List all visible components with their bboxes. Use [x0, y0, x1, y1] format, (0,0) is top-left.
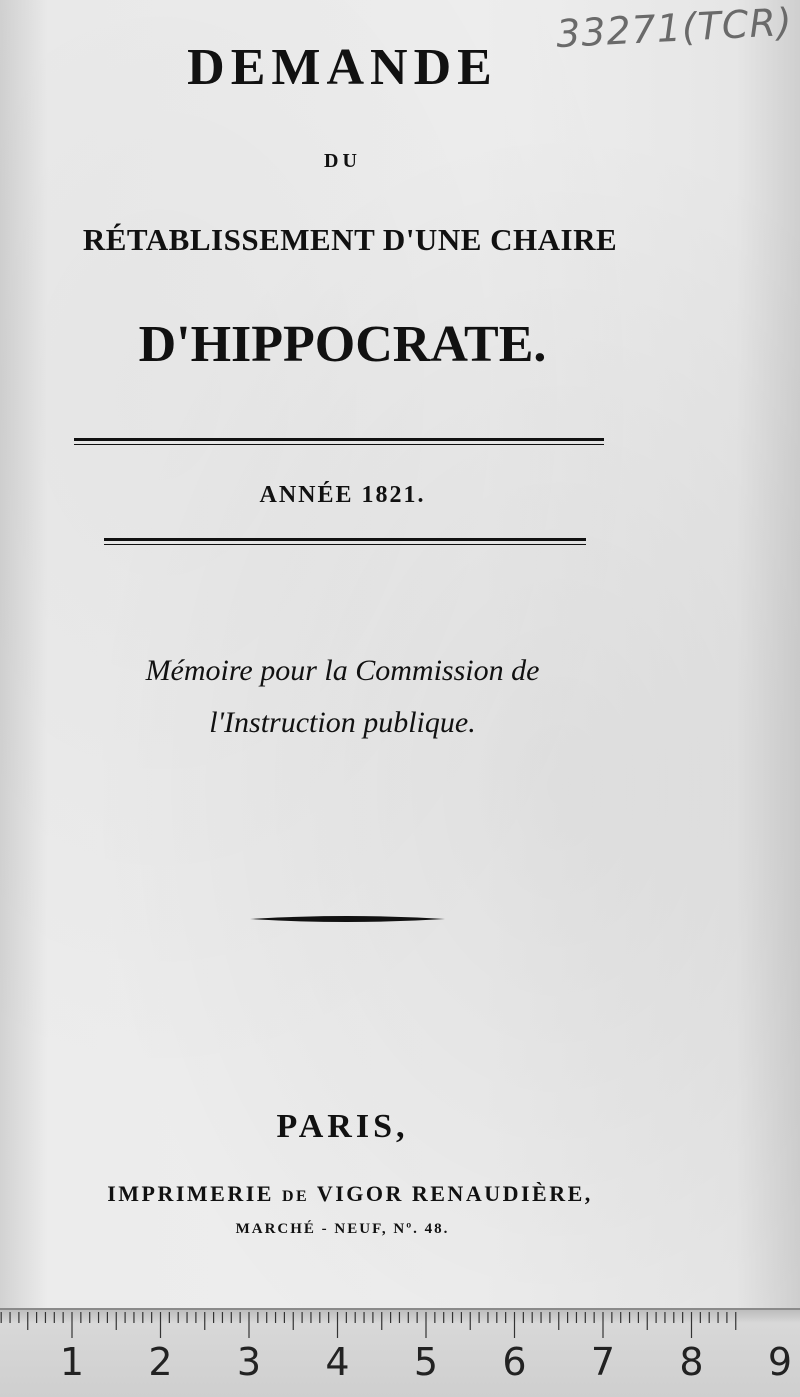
title-line-hippocrate: D'HIPPOCRATE. — [138, 316, 547, 373]
printer-name: VIGOR RENAUDIÈRE, — [316, 1181, 593, 1206]
subtitle-line-2: l'Instruction publique. — [209, 706, 476, 739]
subtitle-line-1: Mémoire pour la Commission de — [145, 654, 540, 687]
ruler-number: 2 — [148, 1340, 173, 1384]
measurement-ruler — [0, 1308, 800, 1397]
imprint-printer — [0, 1181, 700, 1207]
imprint-address: MARCHÉ - NEUF, Nº. 48. — [235, 1221, 450, 1237]
ruler-number: 3 — [236, 1340, 262, 1384]
ruler-number: 4 — [325, 1340, 350, 1384]
ruler-number: 9 — [767, 1340, 793, 1384]
year-line: ANNÉE 1821. — [259, 482, 426, 508]
subtitle-block — [0, 645, 685, 749]
title-line-demande: DEMANDE — [187, 39, 498, 96]
ruler-number: 5 — [413, 1340, 439, 1384]
printer-word: IMPRIMERIE — [107, 1181, 274, 1206]
title-line-du: DU — [324, 150, 361, 172]
ruler-number: 6 — [502, 1340, 527, 1384]
double-rule-divider-2 — [104, 538, 586, 545]
double-rule-divider — [74, 438, 604, 445]
swelled-rule-ornament — [250, 914, 445, 924]
ruler-number: 8 — [679, 1340, 704, 1384]
ruler-number: 1 — [59, 1340, 85, 1384]
imprint-city: PARIS, — [276, 1108, 409, 1145]
title-line-retablissement: RÉTABLISSEMENT D'UNE CHAIRE — [82, 222, 618, 257]
handwritten-shelfmark: 33271(TCR) — [555, 0, 794, 57]
ruler-number: 7 — [590, 1340, 616, 1384]
printer-de: DE — [281, 1188, 310, 1205]
